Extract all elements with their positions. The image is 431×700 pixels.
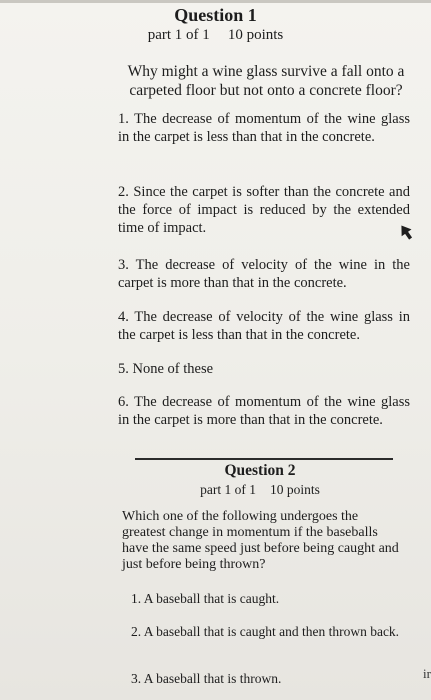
question-2-part: part 1 of 1 — [200, 482, 256, 497]
question-2-points: 10 points — [269, 482, 320, 497]
question-1-points: 10 points — [227, 27, 284, 43]
question-1-meta — [0, 27, 431, 44]
question-2-text: Which one of the following undergoes the greatest change in momentum if the baseballs have the same speed just before being caught and just before being thrown? — [122, 509, 399, 572]
question-2-option-1[interactable]: 1. A baseball that is caught. — [131, 591, 280, 606]
section-divider — [135, 458, 393, 460]
question-1-option-5[interactable]: 5. None of these — [118, 361, 214, 377]
question-1-option-2[interactable]: 2. Since the carpet is softer than the concrete and the force of impact is reduced by the extended time of impact. — [118, 184, 410, 236]
mouse-pointer-icon — [398, 223, 414, 241]
question-2-option-3[interactable]: 3. A baseball that is thrown. — [131, 671, 282, 686]
question-1-option-3[interactable]: 3. The decrease of velocity of the wine in the carpet is more than that in the concrete. — [118, 257, 410, 291]
edge-text-fragment: ir — [423, 666, 431, 681]
question-2-title: Question 2 — [224, 462, 296, 479]
question-1-title: Question 1 — [174, 5, 257, 25]
question-1-option-4[interactable]: 4. The decrease of velocity of the wine glass in the carpet is less than that in the concrete. — [118, 309, 410, 343]
top-divider — [0, 0, 431, 3]
question-1-option-1[interactable]: 1. The decrease of momentum of the wine glass in the carpet is less than that in the concrete. — [118, 111, 410, 145]
question-1-part: part 1 of 1 — [147, 27, 210, 43]
question-2-option-2[interactable]: 2. A baseball that is caught and then thrown back. — [131, 624, 400, 639]
question-1-text: Why might a wine glass survive a fall onto a carpeted floor but not onto a concrete floor? — [127, 63, 405, 99]
question-1-option-6[interactable]: 6. The decrease of momentum of the wine glass in the carpet is more than that in the concrete. — [118, 394, 410, 428]
question-2-meta — [120, 482, 400, 498]
